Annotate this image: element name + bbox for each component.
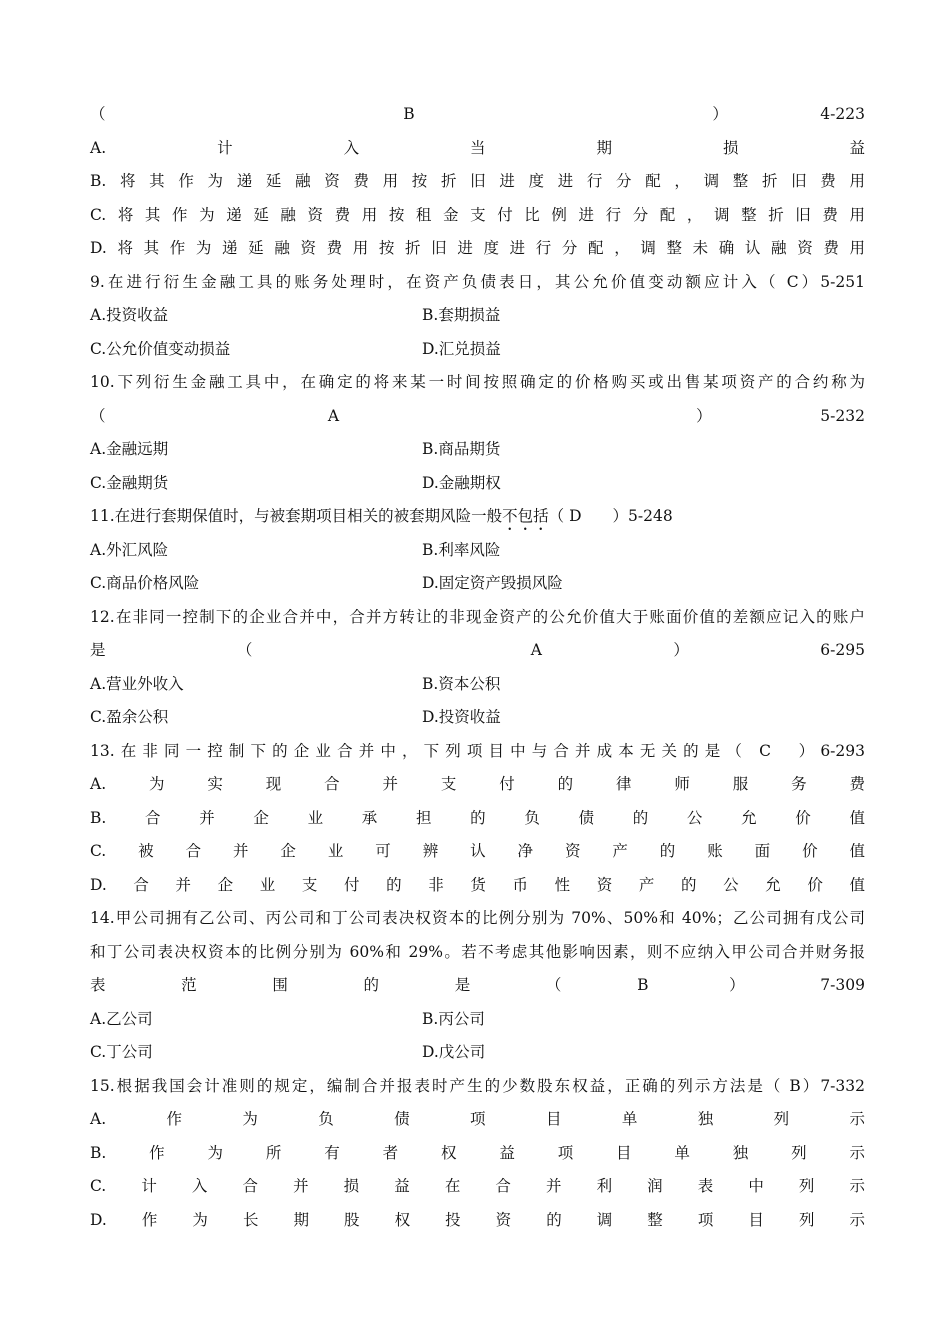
option-left: A.营业外收入 bbox=[90, 674, 184, 693]
text-line: D.将其作为递延融资费用按折旧进度进行分配，调整未确认融资费用 bbox=[90, 239, 865, 257]
text-line: 13.在非同一控制下的企业合并中，下列项目中与合并成本无关的是（ C ）6-293 bbox=[90, 741, 865, 760]
text-line: B.作为所有者权益项目单独列示 bbox=[90, 1143, 865, 1162]
option-row bbox=[90, 1007, 865, 1041]
option-left: C.商品价格风险 bbox=[90, 574, 200, 592]
emphasized-text: 不包括 bbox=[502, 507, 549, 525]
option-left: C.公允价值变动损益 bbox=[90, 339, 231, 358]
text-line: 表范围的是（B ）7-309 bbox=[90, 976, 865, 994]
text-line: A.作为负债项目单独列示 bbox=[90, 1110, 865, 1128]
question-line bbox=[90, 504, 865, 538]
option-right: D.固定资产毁损风险 bbox=[422, 574, 563, 592]
option-right: D.戊公司 bbox=[422, 1043, 486, 1061]
text-line: D.作为长期股权投资的调整项目列示 bbox=[90, 1210, 865, 1229]
option-left: A.乙公司 bbox=[90, 1009, 153, 1028]
option-left: A.外汇风险 bbox=[90, 540, 169, 559]
option-row bbox=[90, 672, 865, 706]
text-line: C.计入合并损益在合并利润表中列示 bbox=[90, 1177, 865, 1195]
option-row bbox=[90, 571, 865, 605]
option-row bbox=[90, 471, 865, 505]
option-row bbox=[90, 538, 865, 572]
option-row bbox=[90, 705, 865, 739]
text-line: 10.下列衍生金融工具中，在确定的将来某一时间按照确定的价格购买或出售某项资产的合约称为 bbox=[90, 373, 865, 391]
document-page bbox=[90, 102, 865, 1241]
text-line: 9.在进行衍生金融工具的账务处理时，在资产负债表日，其公允价值变动额应计入（ C）5-251 bbox=[90, 272, 865, 291]
text-line: C.将其作为递延融资费用按租金支付比例进行分配，调整折旧费用 bbox=[90, 205, 865, 224]
text-line: B.合并企业承担的负债的公允价值 bbox=[90, 808, 865, 827]
option-right: B.套期损益 bbox=[422, 306, 501, 324]
option-right: B.商品期货 bbox=[422, 440, 501, 458]
text-line: 15.根据我国会计准则的规定，编制合并报表时产生的少数股东权益，正确的列示方法是（ B）7-332 bbox=[90, 1076, 865, 1095]
answer-reference: （ D ）5-248 bbox=[548, 507, 673, 525]
option-left: C.盈余公积 bbox=[90, 708, 169, 726]
option-left: C.丁公司 bbox=[90, 1043, 153, 1061]
text-line: 和丁公司表决权资本的比例分别为 60%和 29%。若不考虑其他影响因素，则不应纳入甲公司合并财务报 bbox=[90, 942, 865, 961]
text-line: 是（ A）6-295 bbox=[90, 641, 865, 659]
text-line: A.计入当期损益 bbox=[90, 138, 865, 157]
text-line: D.合并企业支付的非货币性资产的公允价值 bbox=[90, 875, 865, 894]
text-line: 14.甲公司拥有乙公司、丙公司和丁公司表决权资本的比例分别为 70%、50%和 40%；乙公司拥有戊公司 bbox=[90, 909, 865, 927]
question-text: 11.在进行套期保值时，与被套期项目相关的被套期风险一般 bbox=[90, 507, 503, 525]
option-right: D.汇兑损益 bbox=[422, 339, 501, 358]
text-line: B.将其作为递延融资费用按折旧进度进行分配，调整折旧费用 bbox=[90, 172, 865, 190]
option-right: B.利率风险 bbox=[422, 540, 501, 559]
text-line: C.被合并企业可辨认净资产的账面价值 bbox=[90, 842, 865, 860]
option-row bbox=[90, 437, 865, 471]
option-row bbox=[90, 1040, 865, 1074]
option-right: B.资本公积 bbox=[422, 674, 501, 693]
text-line: （ A ）5-232 bbox=[90, 406, 865, 425]
option-right: B.丙公司 bbox=[422, 1009, 485, 1028]
option-row bbox=[90, 303, 865, 337]
option-left: A.投资收益 bbox=[90, 306, 169, 324]
text-line: A.为实现合并支付的律师服务费 bbox=[90, 775, 865, 793]
option-left: A.金融远期 bbox=[90, 440, 169, 458]
text-line: （ B ）4-223 bbox=[90, 105, 865, 123]
text-line: 12.在非同一控制下的企业合并中，合并方转让的非现金资产的公允价值大于账面价值的差额应记入的账户 bbox=[90, 607, 865, 626]
option-left: C.金融期货 bbox=[90, 473, 169, 492]
option-right: D.投资收益 bbox=[422, 708, 501, 726]
option-row bbox=[90, 337, 865, 371]
option-right: D.金融期权 bbox=[422, 473, 501, 492]
